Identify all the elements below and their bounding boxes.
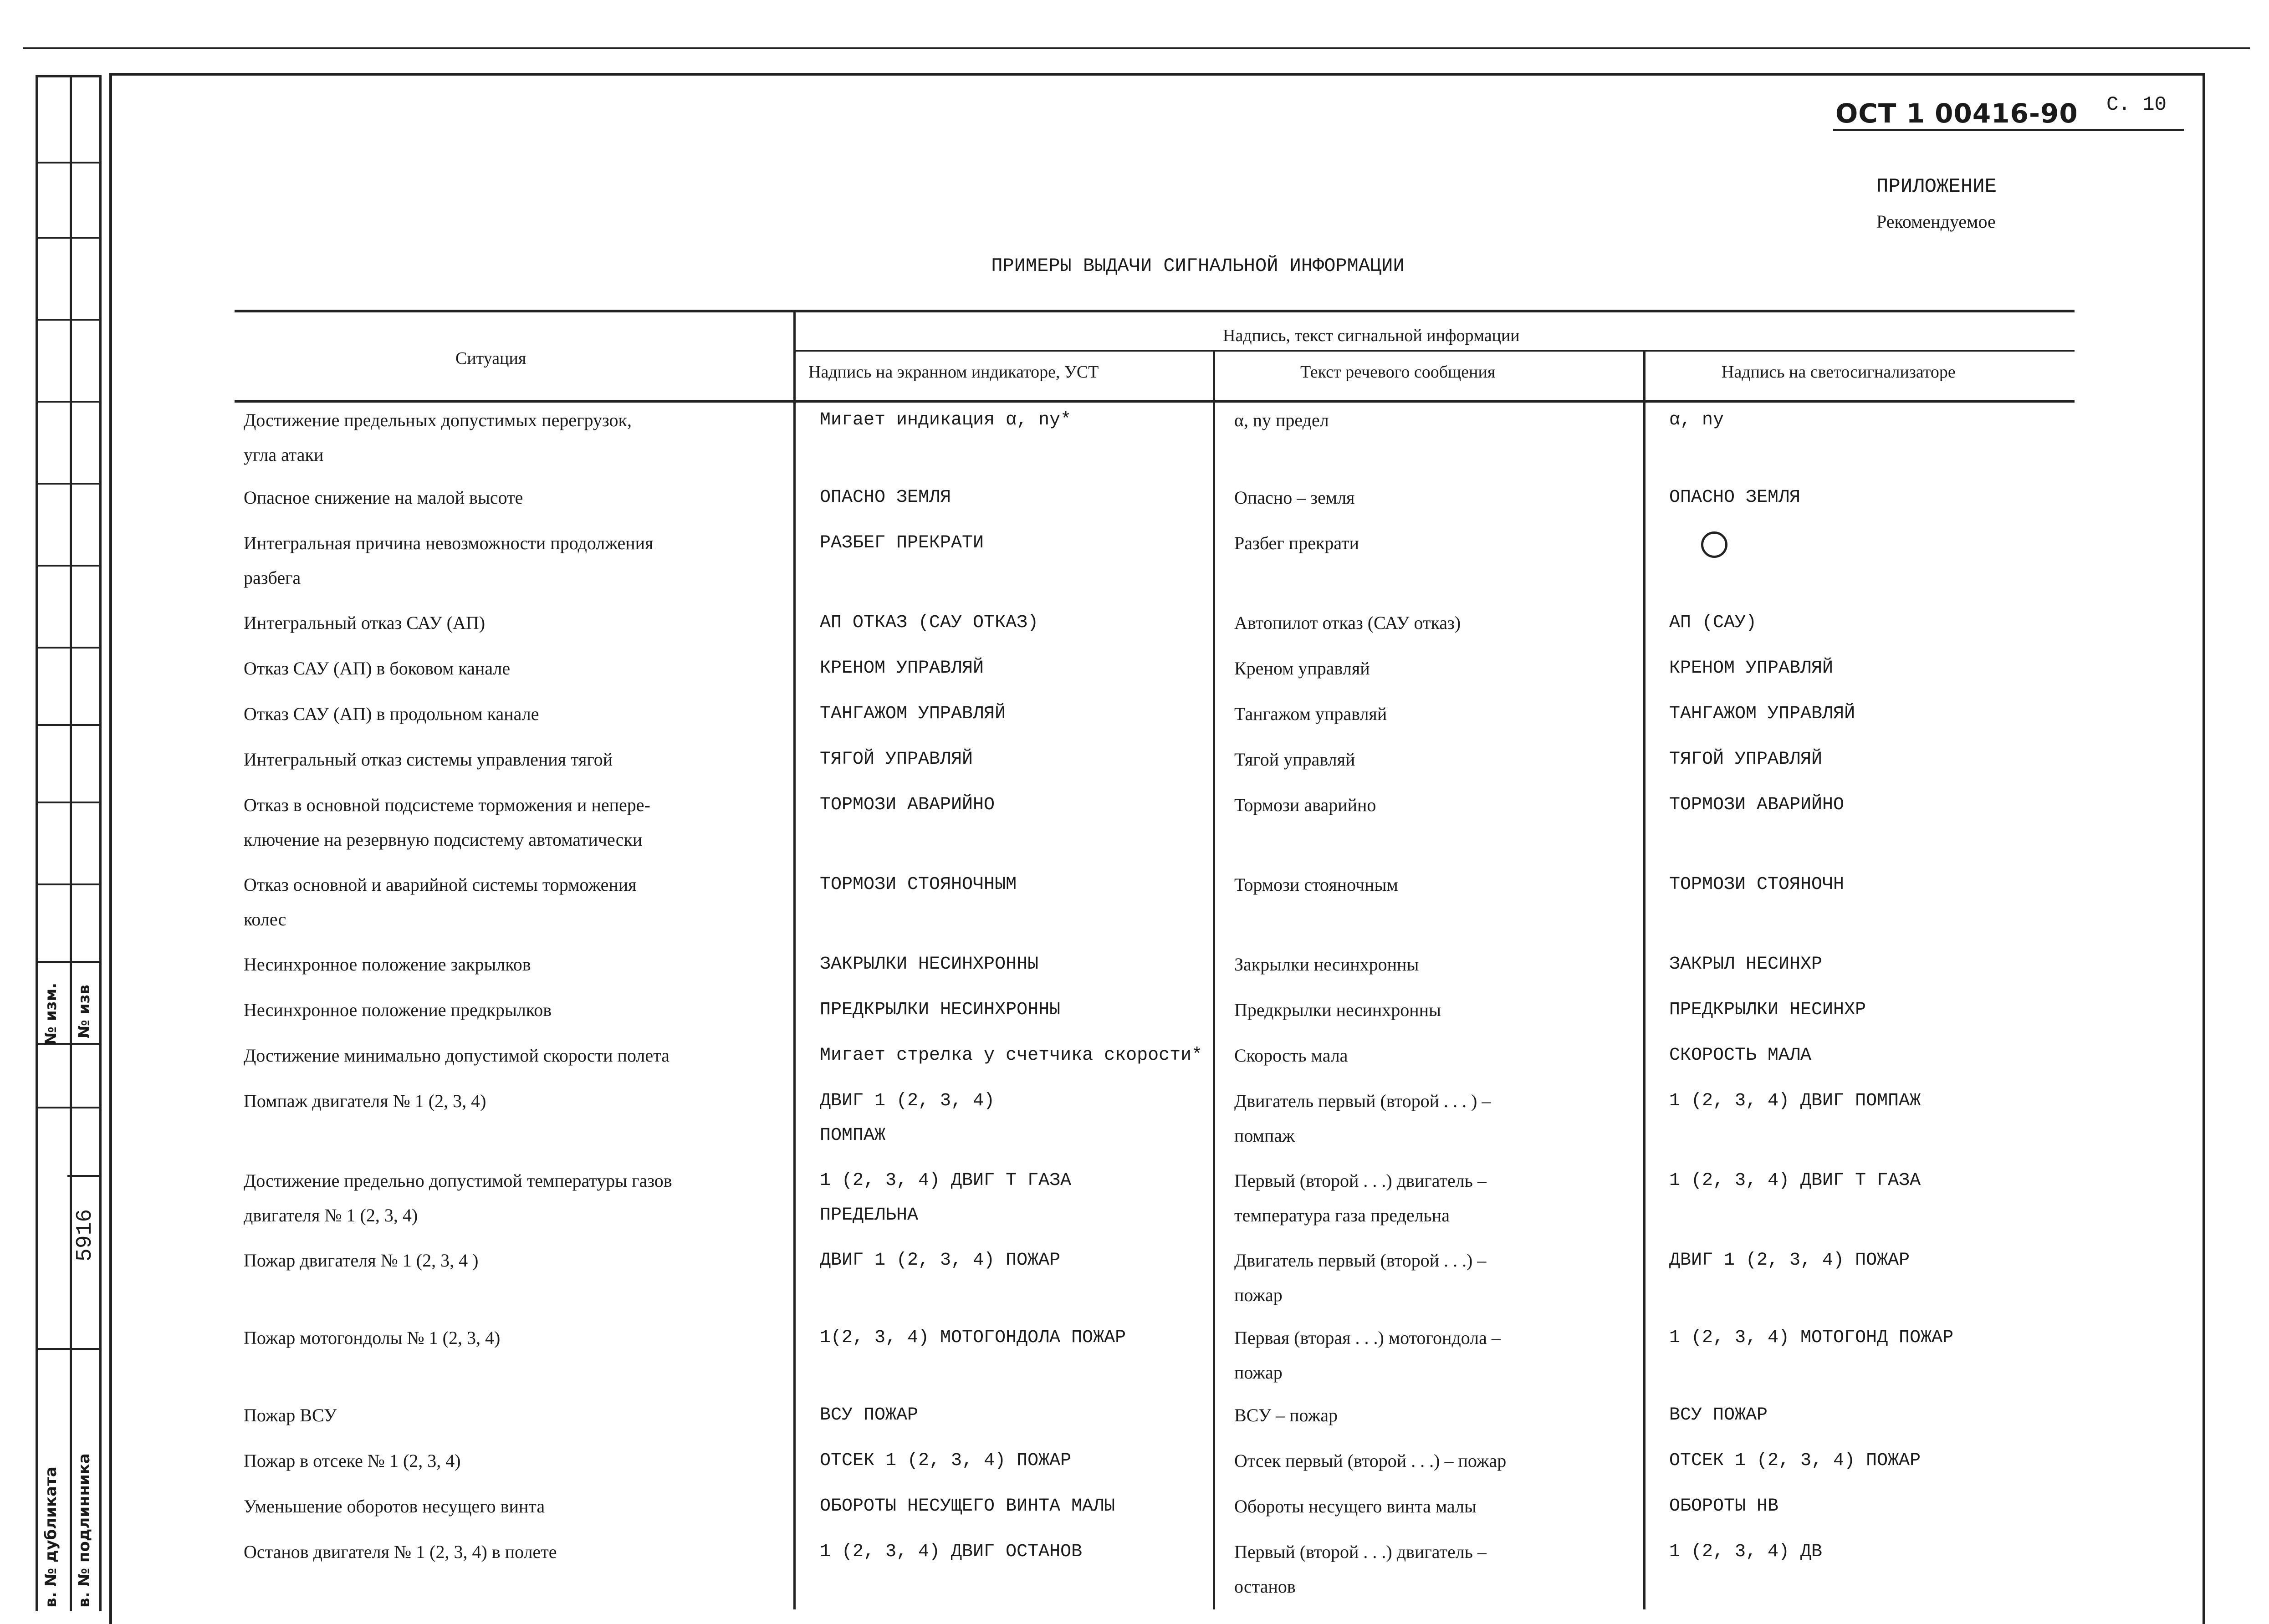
cell-voice: температура газа предельна	[1234, 1205, 1450, 1226]
cell-voice: останов	[1234, 1576, 1296, 1597]
original-inventory-label: в. № подлинника	[75, 1453, 93, 1608]
cell-light: ОТСЕК 1 (2, 3, 4) ПОЖАР	[1669, 1450, 1921, 1471]
cell-screen: РАЗБЕГ ПРЕКРАТИ	[820, 533, 984, 553]
col-divider-3	[1643, 351, 1646, 1609]
header-light: Надпись на светосигнализаторе	[1722, 363, 1956, 382]
cell-voice: α, nу предел	[1234, 410, 1329, 430]
header-situation: Ситуация	[455, 349, 526, 368]
cell-light: ЗАКРЫЛ НЕСИНХР	[1669, 954, 1823, 975]
cell-voice: Автопилот отказ (САУ отказ)	[1234, 613, 1461, 633]
cell-voice: Закрылки несинхронны	[1234, 954, 1419, 975]
document-code: ОСТ 1 00416-90	[1835, 98, 2078, 129]
cell-situation: Достижение предельно допустимой температуры газов	[244, 1170, 672, 1191]
cell-screen: ОТСЕК 1 (2, 3, 4) ПОЖАР	[820, 1450, 1072, 1471]
page-title	[0, 255, 2269, 277]
cell-screen: 1 (2, 3, 4) ДВИГ ОСТАНОВ	[820, 1542, 1083, 1562]
header-screen: Надпись на экранном индикаторе, УСТ	[808, 363, 1099, 382]
cell-screen: ВСУ ПОЖАР	[820, 1405, 919, 1425]
cell-light: ОБОРОТЫ НВ	[1669, 1496, 1779, 1517]
cell-light: АП (САУ)	[1669, 613, 1757, 633]
cell-voice: Отсек первый (второй . . .) – пожар	[1234, 1450, 1507, 1471]
cell-voice: Предкрылки несинхронны	[1234, 1000, 1441, 1020]
header-voice: Текст речевого сообщения	[1300, 363, 1496, 382]
cell-light: 1 (2, 3, 4) ДВИГ Т ГАЗА	[1669, 1170, 1921, 1191]
cell-situation: Пожар мотогондолы № 1 (2, 3, 4)	[244, 1328, 501, 1348]
cell-voice: Двигатель первый (второй . . . ) –	[1234, 1091, 1491, 1111]
cell-situation: Несинхронное положение закрылков	[244, 954, 531, 975]
cell-screen: Мигает стрелка у счетчика скорости*	[820, 1045, 1203, 1066]
cell-light: ТОРМОЗИ СТОЯНОЧН	[1669, 874, 1845, 895]
table-header-rule	[235, 400, 2075, 403]
cell-situation: Интегральная причина невозможности продолжения	[244, 533, 654, 553]
cell-light: α, nу	[1669, 410, 1724, 430]
cell-voice: помпаж	[1234, 1125, 1295, 1146]
cell-light: ВСУ ПОЖАР	[1669, 1405, 1768, 1425]
document-code-rule	[1833, 129, 2184, 131]
cell-situation: Достижение минимально допустимой скорости полета	[244, 1045, 669, 1066]
cell-voice: Первая (вторая . . .) мотогондола –	[1234, 1328, 1501, 1348]
cell-situation: Отказ основной и аварийной системы торможения	[244, 874, 637, 895]
cell-screen: ПРЕДЕЛЬНА	[820, 1205, 919, 1226]
cell-situation: Интегральный отказ САУ (АП)	[244, 613, 485, 633]
cell-light: ПРЕДКРЫЛКИ НЕСИНХР	[1669, 1000, 1866, 1020]
appendix-status: Рекомендуемое	[1876, 211, 1996, 232]
cell-screen: ТОРМОЗИ СТОЯНОЧНЫМ	[820, 874, 1017, 895]
cell-light: ТЯГОЙ УПРАВЛЯЙ	[1669, 749, 1823, 770]
side-strip-inner	[67, 75, 102, 1611]
cell-screen: ПОМПАЖ	[820, 1125, 886, 1146]
cell-screen: 1 (2, 3, 4) ДВИГ Т ГАЗА	[820, 1170, 1072, 1191]
cell-voice: Обороты несущего винта малы	[1234, 1496, 1477, 1517]
cell-situation: Опасное снижение на малой высоте	[244, 487, 523, 508]
cell-light: СКОРОСТЬ МАЛА	[1669, 1045, 1812, 1066]
cell-screen: Мигает индикация α, nу*	[820, 410, 1072, 430]
cell-situation: разбега	[244, 567, 301, 588]
cell-screen: ТЯГОЙ УПРАВЛЯЙ	[820, 749, 973, 770]
cell-screen: ПРЕДКРЫЛКИ НЕСИНХРОННЫ	[820, 1000, 1061, 1020]
cell-voice: Тормози стояночным	[1234, 874, 1398, 895]
cell-voice: пожар	[1234, 1285, 1283, 1305]
inventory-number: 5916	[73, 1209, 97, 1261]
duplicate-inventory-label: в. № дубликата	[42, 1466, 60, 1608]
cell-light	[1701, 531, 1727, 571]
col-divider-1	[793, 312, 796, 1609]
cell-light: ДВИГ 1 (2, 3, 4) ПОЖАР	[1669, 1250, 1910, 1271]
cell-situation: колес	[244, 909, 286, 929]
appendix-label: ПРИЛОЖЕНИЕ	[1876, 175, 1997, 198]
cell-situation: Интегральный отказ системы управления тягой	[244, 749, 613, 770]
cell-situation: Пожар ВСУ	[244, 1405, 337, 1425]
cell-situation: Пожар двигателя № 1 (2, 3, 4 )	[244, 1250, 479, 1271]
col-divider-2	[1213, 351, 1215, 1609]
notice-no-label: № изв	[75, 985, 93, 1038]
cell-situation: Несинхронное положение предкрылков	[244, 1000, 552, 1020]
cell-situation: Отказ в основной подсистеме торможения и непере-	[244, 795, 650, 815]
cell-screen: ЗАКРЫЛКИ НЕСИНХРОННЫ	[820, 954, 1039, 975]
cell-screen: 1(2, 3, 4) МОТОГОНДОЛА ПОЖАР	[820, 1328, 1126, 1348]
scan-edge-line	[23, 47, 2250, 49]
cell-voice: Двигатель первый (второй . . .) –	[1234, 1250, 1487, 1271]
circle-indicator-icon	[1701, 531, 1727, 558]
cell-light: КРЕНОМ УПРАВЛЯЙ	[1669, 658, 1834, 679]
cell-situation: Достижение предельных допустимых перегрузок,	[244, 410, 632, 430]
cell-situation: Отказ САУ (АП) в продольном канале	[244, 704, 539, 724]
header-group: Надпись, текст сигнальной информации	[1223, 326, 1520, 345]
group-header-rule	[795, 350, 2075, 352]
cell-voice: пожар	[1234, 1362, 1283, 1383]
cell-light: 1 (2, 3, 4) ДВ	[1669, 1542, 1823, 1562]
cell-light: ОПАСНО ЗЕМЛЯ	[1669, 487, 1801, 508]
cell-screen: КРЕНОМ УПРАВЛЯЙ	[820, 658, 984, 679]
cell-voice: Первый (второй . . .) двигатель –	[1234, 1542, 1487, 1562]
cell-screen: АП ОТКАЗ (САУ ОТКАЗ)	[820, 613, 1039, 633]
cell-voice: Опасно – земля	[1234, 487, 1355, 508]
cell-voice: Тормози аварийно	[1234, 795, 1376, 815]
cell-voice: Разбег прекрати	[1234, 533, 1359, 553]
cell-situation: Уменьшение оборотов несущего винта	[244, 1496, 545, 1517]
cell-situation: Отказ САУ (АП) в боковом канале	[244, 658, 511, 679]
cell-screen: ДВИГ 1 (2, 3, 4) ПОЖАР	[820, 1250, 1061, 1271]
cell-voice: Тягой управляй	[1234, 749, 1355, 770]
cell-voice: Тангажом управляй	[1234, 704, 1387, 724]
cell-voice: ВСУ – пожар	[1234, 1405, 1338, 1425]
side-strip-outer	[36, 75, 72, 1611]
cell-screen: ДВИГ 1 (2, 3, 4)	[820, 1091, 995, 1111]
cell-screen: ТОРМОЗИ АВАРИЙНО	[820, 795, 995, 815]
cell-situation: ключение на резервную подсистему автоматически	[244, 829, 643, 850]
cell-voice: Первый (второй . . .) двигатель –	[1234, 1170, 1487, 1191]
cell-screen: ОБОРОТЫ НЕСУЩЕГО ВИНТА МАЛЫ	[820, 1496, 1115, 1517]
cell-screen: ТАНГАЖОМ УПРАВЛЯЙ	[820, 704, 1006, 724]
cell-light: 1 (2, 3, 4) ДВИГ ПОМПАЖ	[1669, 1091, 1921, 1111]
cell-voice: Скорость мала	[1234, 1045, 1348, 1066]
cell-voice: Креном управляй	[1234, 658, 1370, 679]
cell-screen: ОПАСНО ЗЕМЛЯ	[820, 487, 951, 508]
cell-situation: угла атаки	[244, 444, 324, 465]
page-title-text: ПРИМЕРЫ ВЫДАЧИ СИГНАЛЬНОЙ ИНФОРМАЦИИ	[991, 255, 1405, 277]
cell-light: ТАНГАЖОМ УПРАВЛЯЙ	[1669, 704, 1855, 724]
cell-situation: двигателя № 1 (2, 3, 4)	[244, 1205, 418, 1226]
cell-situation: Останов двигателя № 1 (2, 3, 4) в полете	[244, 1542, 557, 1562]
table-top-rule	[235, 310, 2075, 312]
cell-light: ТОРМОЗИ АВАРИЙНО	[1669, 795, 1845, 815]
cell-situation: Помпаж двигателя № 1 (2, 3, 4)	[244, 1091, 486, 1111]
page-number: С. 10	[2106, 93, 2167, 116]
cell-situation: Пожар в отсеке № 1 (2, 3, 4)	[244, 1450, 461, 1471]
cell-light: 1 (2, 3, 4) МОТОГОНД ПОЖАР	[1669, 1328, 1954, 1348]
change-no-label: № изм.	[42, 982, 60, 1045]
